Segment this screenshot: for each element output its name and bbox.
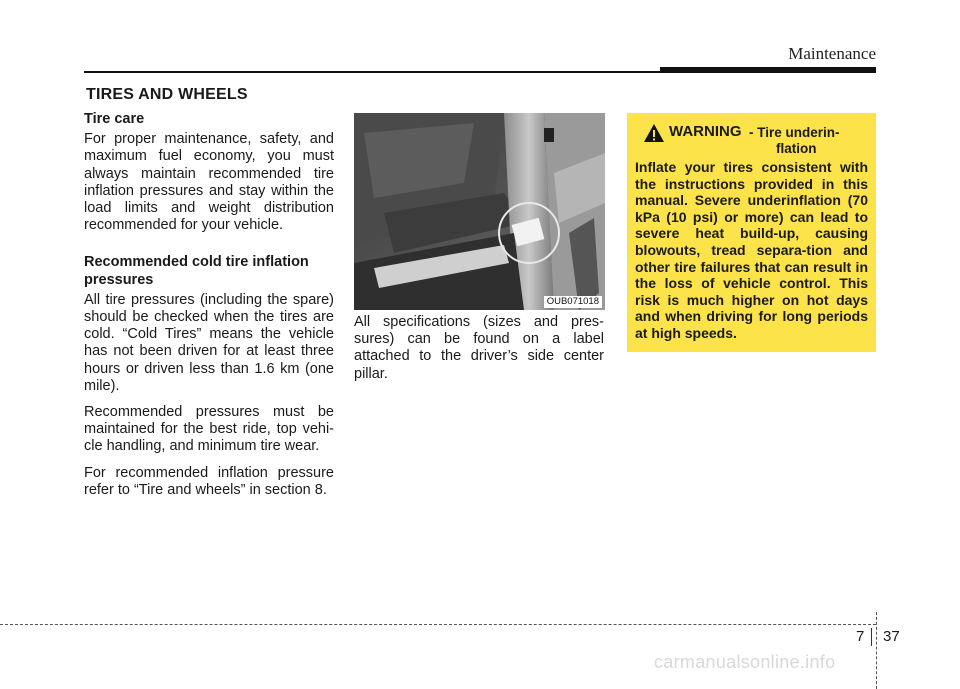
- running-header: Maintenance: [788, 44, 876, 63]
- paragraph-recommended-pressures: Recommended pressures must be maintained for the best ride, top vehi-cle handling, and minimum tire wear.: [84, 404, 334, 455]
- warning-body: Inflate your tires consistent with the instructions provided in this manual. Severe underinflation (70 kPa (10 psi) or more) can lead to severe heat build-up, causing blowouts, tread separa-tion and other tire failures that can result in the loss of vehicle control. This risk is much higher on hot days and when driving for long periods at high speeds.: [635, 159, 868, 341]
- paragraph-cold-tires: All tire pressures (including the spare) should be checked when the tires are cold. “Cold Tires” means the vehicle has not been driven for at least three hours or driven less than 1.6 km (one mile).: [84, 291, 334, 394]
- footer-divider: [876, 612, 877, 689]
- warning-triangle-icon: [643, 123, 665, 143]
- warning-subtitle-line2: flation: [776, 141, 817, 156]
- paragraph-label-location: All specifications (sizes and pres-sures) can be found on a label attached to the driver’s side center pillar.: [354, 314, 604, 382]
- page-number: 37: [883, 628, 900, 645]
- chapter-number: 7: [856, 628, 865, 645]
- header-rule: [84, 71, 660, 73]
- heading-tire-care: Tire care: [84, 111, 145, 127]
- warning-header: [635, 121, 868, 155]
- figure-code: OUB071018: [544, 296, 602, 308]
- paragraph-section-reference: For recommended inflation pressure refer to “Tire and wheels” in section 8.: [84, 464, 334, 498]
- warning-box: [627, 113, 876, 352]
- tire-label-photo: [354, 113, 605, 310]
- heading-cold-pressures: Recommended cold tire inflation pressures: [84, 254, 309, 288]
- warning-subtitle-line1: - Tire underin-: [749, 125, 840, 140]
- footer-rule: [0, 624, 876, 625]
- watermark: carmanualsonline.info: [654, 652, 836, 672]
- paragraph-tire-care: For proper maintenance, safety, and maximum fuel economy, you must always maintain recommended tire inflation pressures and stay within the load limits and weight distribution recommended for your vehicle.: [84, 131, 334, 234]
- page-number-separator: [871, 628, 872, 646]
- column-left: [84, 111, 334, 508]
- door-pillar-illustration: [354, 113, 605, 310]
- warning-word: WARNING: [669, 123, 742, 140]
- column-middle: [354, 314, 604, 392]
- section-title: TIRES AND WHEELS: [86, 86, 248, 103]
- header-rule-accent: [660, 67, 876, 73]
